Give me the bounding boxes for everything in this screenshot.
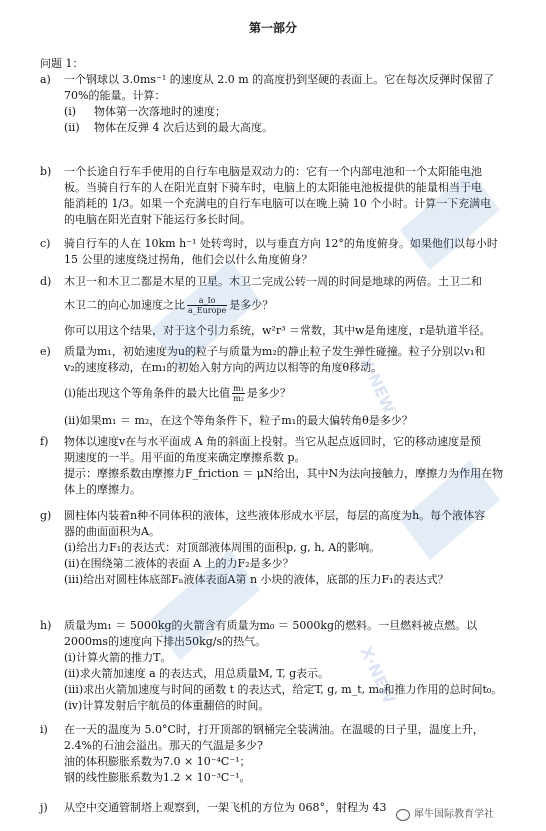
item-label: a): [40, 73, 51, 86]
question-i: [40, 722, 510, 786]
watermark-badge: [396, 806, 546, 824]
text-line: 器的曲面面积为A。: [64, 525, 160, 538]
text-line: (i)给出力F₁的表达式：对顶部液体周围的面积p, g, h, A的影响。: [64, 541, 381, 554]
watermark-text: X·NEW: [356, 353, 400, 417]
fraction-numerator: a_Io: [187, 296, 227, 306]
text-line: 15 公里的速度绕过拐角，他们会以什么角度俯身？: [64, 253, 313, 266]
text-line: (ii)在围绕第二液体的表面 A 上的力F₂是多少？: [64, 557, 294, 570]
fraction-denominator: m₂: [233, 394, 244, 403]
text-line: 70%的能量。计算：: [64, 89, 166, 102]
text-fragment: 是多少？: [229, 298, 274, 312]
item-label: d): [40, 275, 52, 288]
item-label: b): [40, 165, 52, 178]
text-line: 在一天的温度为 5.0°C时，打开顶部的钢桶完全装满油。在温暖的日子里，温度上升，: [64, 723, 484, 736]
text-line: 2.4%的石油会溢出。那天的气温是多少?: [64, 739, 263, 752]
text-line: 从空中交通管制塔上观察到，一架飞机的方位为 068°，射程为 43: [64, 801, 387, 814]
question-h: [40, 618, 510, 714]
sub-label: (ii): [64, 121, 80, 134]
text-line: 质量为m₁，初始速度为u的粒子与质量为m₂的静止粒子发生弹性碰撞。粒子分别以v₁和: [64, 345, 486, 358]
text-line: 钢的线性膨胀系数为1.2 × 10⁻³C⁻¹。: [64, 771, 251, 784]
question-d: [40, 274, 510, 339]
text-line: (ii)求火箭加速度 a 的表达式，用总质量M, T, g表示。: [64, 667, 330, 680]
acceleration-ratio-fraction: [187, 296, 227, 315]
question-g: [40, 508, 510, 588]
item-label: i): [40, 723, 48, 736]
text-line: 物体以速度v在与水平面成 A 角的斜面上投射。当它从起点返回时，它的移动速度是预: [64, 435, 482, 448]
mass-ratio-fraction: [232, 384, 245, 403]
fraction-numerator: m₁: [233, 384, 244, 393]
sub-text: 物体第一次落地时的速度；: [94, 105, 226, 118]
badge-text: 犀牛国际教育学社: [414, 809, 494, 820]
wechat-icon: [396, 809, 410, 821]
subquestion: [64, 104, 510, 120]
item-label: e): [40, 345, 51, 358]
text-line: 能消耗的 1/3。如果一个充满电的自行车电脑可以在晚上骑 10 个小时。计算一下充满电: [64, 197, 492, 210]
item-label: j): [40, 801, 48, 814]
item-label: h): [40, 619, 52, 632]
section-title: 第一部分: [248, 21, 297, 35]
text-line: 期速度的一半。用平面的角度来确定摩擦系数 p。: [64, 451, 306, 464]
text-line: (iii)给出对圆柱体底部Fₙ液体表面A第 n 小块的液体，底部的压力F₁的表达式？: [64, 573, 449, 586]
question-e: [40, 344, 510, 429]
item-label: g): [40, 509, 52, 522]
text-line: (iv)计算发射后宇航员的体重翻倍的时间。: [64, 699, 270, 712]
fraction-denominator: a_Europe: [188, 306, 227, 315]
question-f: [40, 434, 510, 498]
text-fragment: (i)能出现这个等角条件的最大比值: [64, 386, 231, 400]
text-line: 质量为m₁ ＝ 5000kg的火箭含有质量为m₀ ＝ 5000kg的燃料。一旦燃料被点燃。以: [64, 619, 478, 632]
text-fragment: 是多少？: [246, 386, 291, 400]
text-line: 你可以用这个结果，对于这个引力系统，w²r³ ＝常数，其中w是角速度，r是轨道半径。: [64, 324, 491, 337]
text-line: [64, 296, 510, 315]
text-line: v₂的速度移动，在m₁的初始入射方向的两边以相等的角度θ移动。: [64, 361, 383, 374]
text-line: 一个钢球以 3.0ms⁻¹ 的速度从 2.0 m 的高度扔到坚硬的表面上。它在每次反弹时保留了: [64, 73, 495, 86]
item-label: c): [40, 237, 51, 250]
text-line: 一个长途自行车手使用的自行车电脑是双动力的：它有一个内部电池和一个太阳能电池: [64, 165, 482, 178]
sub-label: (i): [64, 105, 77, 118]
text-line: 油的体积膨胀系数为7.0 × 10⁻⁴C⁻¹；: [64, 755, 251, 768]
text-fragment: 木卫二的向心加速度之比: [64, 298, 185, 312]
text-line: (iii)求出火箭加速度与时间的函数 t 的表达式，给定T, g, m_t, m₀和推力作用的总时间t₀。: [64, 683, 503, 696]
text-line: 体上的摩擦力。: [64, 483, 141, 496]
question-b: [40, 164, 510, 228]
subquestion: [64, 120, 510, 136]
question-c: [40, 236, 510, 268]
question-a: [40, 72, 510, 136]
watermark-text: X·NEW: [356, 643, 400, 707]
text-line: 骑自行车的人在 10km h⁻¹ 处转弯时，以与垂直方向 12°的角度俯身。如果他们以每小时: [64, 237, 498, 250]
text-line: 圆柱体内装着n种不同体积的液体，这些液体形成水平层，每层的高度为h。每个液体容: [64, 509, 486, 522]
item-label: f): [40, 435, 49, 448]
text-line: 板。当骑自行车的人在阳光直射下骑车时，电脑上的太阳能电池板提供的能量相当于电: [64, 181, 482, 194]
text-line: [64, 384, 510, 403]
text-line: (ii)如果m₁ ＝ m₂，在这个等角条件下，粒子m₁的最大偏转角θ是多少？: [64, 414, 413, 427]
question-label: 问题 1：: [40, 57, 84, 70]
text-line: 提示：摩擦系数由摩擦力F_friction ＝ μN给出，其中N为法向接触力，摩擦力为作用在物: [64, 467, 504, 480]
text-line: 的电脑在阳光直射下能运行多长时间。: [64, 213, 251, 226]
text-line: 木卫一和木卫二都是木星的卫星。木卫二完成公转一周的时间是地球的两倍。土卫二和: [64, 275, 482, 288]
text-line: 2000ms的速度向下排出50kg/s的热气。: [64, 635, 267, 648]
text-line: (i)计算火箭的推力T。: [64, 651, 172, 664]
sub-text: 物体在反弹 4 次后达到的最大高度。: [94, 121, 273, 134]
